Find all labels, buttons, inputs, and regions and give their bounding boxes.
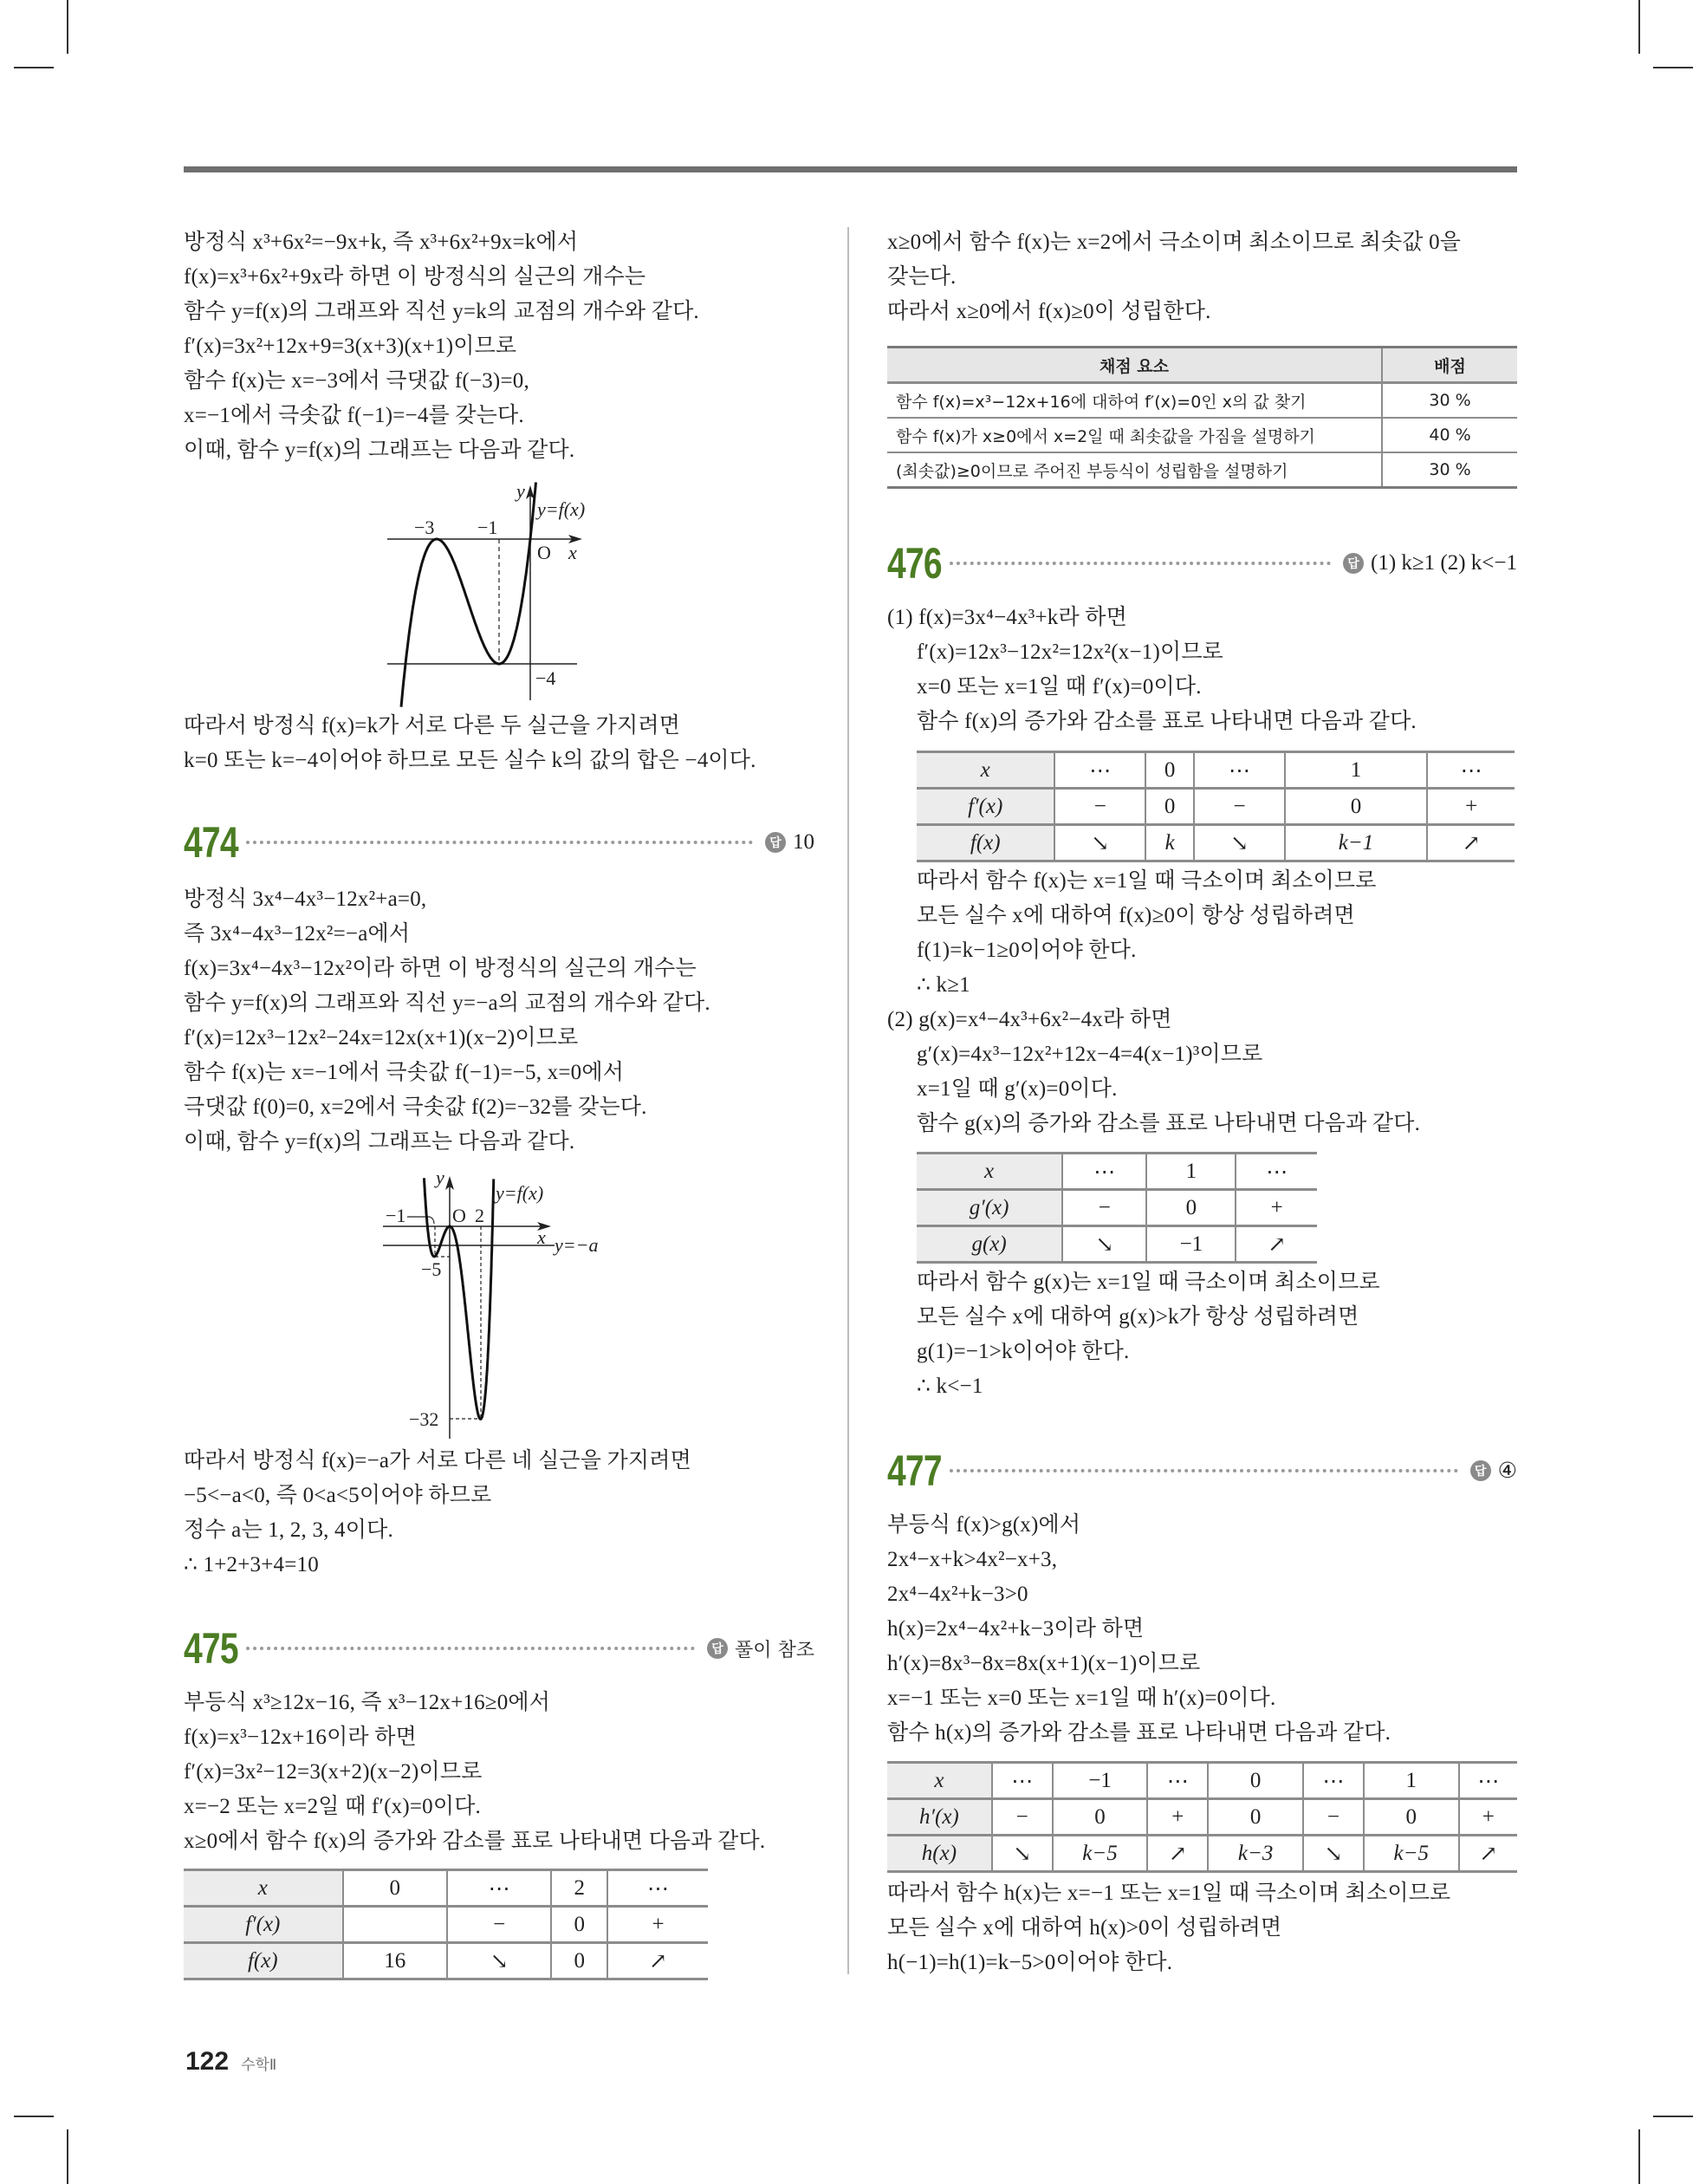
variation-table <box>184 1869 708 1980</box>
table-row <box>917 1154 1317 1190</box>
text-line: 모든 실수 x에 대하여 g(x)>k가 항상 성립하려면 <box>917 1305 1359 1329</box>
table-cell: 0 <box>1053 1799 1148 1836</box>
text-line: x=−1 또는 x=0 또는 x=1일 때 h′(x)=0이다. <box>887 1687 1276 1710</box>
text-line: (2) g(x)=x⁴−4x³+6x²−4x라 하면 <box>887 1008 1172 1031</box>
crop-mark <box>67 2129 68 2184</box>
table-cell: 0 <box>1145 789 1194 825</box>
variation-table <box>887 1761 1517 1873</box>
text-line: −5<−a<0, 즉 0<a<5이어야 하므로 <box>184 1484 492 1507</box>
table-cell: ⋯ <box>1147 1763 1208 1799</box>
table-cell: ⋯ <box>447 1870 551 1907</box>
column-header: 채점 요소 <box>887 348 1382 383</box>
table-cell: k−5 <box>1364 1836 1459 1872</box>
row-header: x <box>184 1870 343 1907</box>
table-cell: ↗ <box>1459 1836 1517 1872</box>
table-cell: ⋯ <box>1054 752 1145 789</box>
table-row <box>917 752 1515 789</box>
question-header-476 <box>887 539 1517 588</box>
x-tick-label: −1 <box>477 517 498 538</box>
q474-solution <box>184 882 710 1160</box>
q475-solution <box>184 1686 765 1859</box>
answer-text: (1) k≥1 (2) k<−1 <box>1371 551 1517 575</box>
table-cell: − <box>447 1907 551 1943</box>
text-line: 2x⁴−4x²+k−3>0 <box>887 1583 1028 1606</box>
text-line: 따라서 방정식 f(x)=k가 서로 다른 두 실근을 가지려면 <box>184 714 681 738</box>
curve-label: y=f(x) <box>537 498 586 520</box>
table-cell: ⋯ <box>1459 1763 1517 1799</box>
table-cell: ↘ <box>1062 1226 1146 1263</box>
criterion: 함수 f(x)=x³−12x+16에 대하여 f′(x)=0인 x의 값 찾기 <box>887 383 1382 419</box>
text-line: 갖는다. <box>887 265 957 289</box>
text-line: g(1)=−1>k이어야 한다. <box>917 1340 1130 1363</box>
table-cell: ↗ <box>1147 1836 1208 1872</box>
text-line: ∴ k<−1 <box>917 1375 983 1398</box>
text-line: 따라서 x≥0에서 f(x)≥0이 성립한다. <box>887 300 1211 323</box>
text-line: 따라서 함수 h(x)는 x=−1 또는 x=1일 때 극소이며 최소이므로 <box>887 1882 1451 1905</box>
text-line: x=−1에서 극솟값 f(−1)=−4를 갖는다. <box>184 404 524 427</box>
table-cell: − <box>1062 1190 1146 1226</box>
table-row <box>917 1190 1317 1226</box>
table-cell: 1 <box>1146 1154 1236 1190</box>
text-line: 극댓값 f(0)=0, x=2에서 극솟값 f(2)=−32를 갖는다. <box>184 1095 647 1119</box>
table-cell: 0 <box>1145 752 1194 789</box>
table-row <box>917 789 1515 825</box>
q477-conclusion <box>887 1876 1450 1980</box>
row-header: g′(x) <box>917 1190 1062 1226</box>
x-axis-label: x <box>537 1226 546 1248</box>
text-line: x≥0에서 함수 f(x)는 x=2에서 극소이며 최소이므로 최솟값 0을 <box>887 231 1462 254</box>
q476-part2 <box>887 1003 1420 1141</box>
q476-part1-conclusion <box>887 864 1377 1003</box>
text-line: 함수 y=f(x)의 그래프와 직선 y=−a의 교점의 개수와 같다. <box>184 991 710 1015</box>
text-line: 정수 a는 1, 2, 3, 4이다. <box>184 1518 393 1542</box>
table-cell: + <box>1459 1799 1517 1836</box>
row-header: h(x) <box>887 1836 992 1872</box>
page-footer <box>185 2047 276 2077</box>
table-cell: ↘ <box>1303 1836 1364 1872</box>
table-cell: − <box>1194 789 1285 825</box>
table-cell: + <box>1427 789 1515 825</box>
table-row <box>184 1943 708 1979</box>
text-line: h(−1)=h(1)=k−5>0이어야 한다. <box>887 1951 1173 1974</box>
text-line: 모든 실수 x에 대하여 f(x)≥0이 항상 성립하려면 <box>917 904 1355 927</box>
curve-label: y=f(x) <box>496 1182 544 1204</box>
q473-conclusion <box>184 709 756 778</box>
text-line: k=0 또는 k=−4이어야 하므로 모든 실수 k의 값의 합은 −4이다. <box>184 749 756 772</box>
crop-mark <box>67 0 68 54</box>
answer-badge-icon: 답 <box>707 1638 728 1659</box>
x-axis-label: x <box>568 542 577 563</box>
scoring-row <box>887 418 1517 452</box>
table-cell: ⋯ <box>607 1870 708 1907</box>
y-tick-label: −4 <box>535 667 556 689</box>
answer-badge-icon: 답 <box>1470 1460 1491 1481</box>
table-cell: 0 <box>1364 1799 1459 1836</box>
dotted-leader <box>246 841 753 844</box>
row-header: h′(x) <box>887 1799 992 1836</box>
crop-mark <box>14 67 54 68</box>
text-line: x=0 또는 x=1일 때 f′(x)=0이다. <box>917 675 1202 699</box>
row-header: f′(x) <box>184 1907 343 1943</box>
table-cell: ⋯ <box>992 1763 1053 1799</box>
table-row <box>917 1226 1317 1263</box>
text-line: 함수 f(x)의 증가와 감소를 표로 나타내면 다음과 같다. <box>917 710 1417 733</box>
text-line: f′(x)=3x²+12x+9=3(x+3)(x+1)이므로 <box>184 335 517 358</box>
table-cell: 16 <box>343 1943 447 1979</box>
cubic-graph <box>373 472 624 711</box>
text-line: x≥0에서 함수 f(x)의 증가와 감소를 표로 나타내면 다음과 같다. <box>184 1830 766 1853</box>
answer-text: ④ <box>1497 1459 1517 1483</box>
points: 30 % <box>1382 452 1517 488</box>
y-tick-label: −32 <box>409 1408 439 1430</box>
column-header: 배점 <box>1382 348 1517 383</box>
text-line: g′(x)=4x³−12x²+12x−4=4(x−1)³이므로 <box>917 1043 1263 1066</box>
table-cell: 2 <box>551 1870 607 1907</box>
text-line: 함수 f(x)는 x=−1에서 극솟값 f(−1)=−5, x=0에서 <box>184 1061 625 1084</box>
table-cell: − <box>992 1799 1053 1836</box>
q475-solution-continued <box>887 225 1461 329</box>
text-line: f′(x)=12x³−12x²=12x²(x−1)이므로 <box>917 640 1224 664</box>
scoring-table <box>887 346 1517 489</box>
x-tick-label: 2 <box>475 1205 484 1226</box>
crop-mark <box>1653 67 1693 68</box>
table-cell: 0 <box>1208 1799 1303 1836</box>
text-line: 방정식 3x⁴−4x³−12x²+a=0, <box>184 887 427 911</box>
table-cell: k−5 <box>1053 1836 1148 1872</box>
answer-badge-icon: 답 <box>1343 553 1364 574</box>
crop-mark <box>1638 2129 1640 2184</box>
row-header: f(x) <box>917 825 1054 861</box>
scoring-row <box>887 452 1517 488</box>
text-line: 부등식 x³≥12x−16, 즉 x³−12x+16≥0에서 <box>184 1691 551 1714</box>
text-line: 2x⁴−x+k>4x²−x+3, <box>887 1548 1058 1571</box>
text-line: x=1일 때 g′(x)=0이다. <box>917 1077 1118 1101</box>
text-line: x=−2 또는 x=2일 때 f′(x)=0이다. <box>184 1795 481 1818</box>
table-cell: + <box>1147 1799 1208 1836</box>
table-cell: − <box>1303 1799 1364 1836</box>
text-line: 즉 3x⁴−4x³−12x²=−a에서 <box>184 922 411 946</box>
table-row <box>887 1836 1517 1872</box>
table-row <box>917 825 1515 861</box>
table-cell: 1 <box>1364 1763 1459 1799</box>
row-header: x <box>887 1763 992 1799</box>
table-cell: k <box>1145 825 1194 861</box>
answer-text: 10 <box>793 830 814 854</box>
question-header-474 <box>184 818 814 867</box>
text-line: 따라서 방정식 f(x)=−a가 서로 다른 네 실근을 가지려면 <box>184 1449 691 1472</box>
table-cell: ↘ <box>992 1836 1053 1872</box>
row-header: x <box>917 1154 1062 1190</box>
text-line: ∴ 1+2+3+4=10 <box>184 1553 319 1576</box>
q476-part1 <box>887 601 1417 739</box>
question-number: 475 <box>184 1624 238 1673</box>
pointer-arrow-icon <box>407 1217 434 1224</box>
quartic-graph <box>373 1166 632 1443</box>
text-line: f(x)=3x⁴−4x³−12x²이라 하면 이 방정식의 실근의 개수는 <box>184 957 697 980</box>
table-cell: ⋯ <box>1236 1154 1317 1190</box>
question-header-477 <box>887 1446 1517 1495</box>
question-number: 476 <box>887 539 942 588</box>
table-cell: ⋯ <box>1062 1154 1146 1190</box>
crop-mark <box>1653 2116 1693 2117</box>
table-cell: + <box>607 1907 708 1943</box>
text-line: f′(x)=3x²−12=3(x+2)(x−2)이므로 <box>184 1760 483 1784</box>
table-cell: 0 <box>1146 1190 1236 1226</box>
table-cell: −1 <box>1053 1763 1148 1799</box>
table-cell: −1 <box>1146 1226 1236 1263</box>
table-cell: ⋯ <box>1194 752 1285 789</box>
points: 40 % <box>1382 418 1517 452</box>
table-cell: 0 <box>551 1943 607 1979</box>
row-header: f′(x) <box>917 789 1054 825</box>
page-number: 122 <box>185 2047 230 2076</box>
text-line: f(1)=k−1≥0이어야 한다. <box>917 939 1137 962</box>
table-cell: 0 <box>343 1870 447 1907</box>
table-cell: 1 <box>1285 752 1427 789</box>
q476-part2-conclusion <box>917 1265 1380 1404</box>
table-row <box>184 1907 708 1943</box>
text-line: 따라서 함수 g(x)는 x=1일 때 극소이며 최소이므로 <box>917 1271 1380 1294</box>
text-line: 함수 g(x)의 증가와 감소를 표로 나타내면 다음과 같다. <box>917 1112 1421 1135</box>
text-line: 이때, 함수 y=f(x)의 그래프는 다음과 같다. <box>184 1130 575 1154</box>
table-cell: 0 <box>1208 1763 1303 1799</box>
text-line: f′(x)=12x³−12x²−24x=12x(x+1)(x−2)이므로 <box>184 1026 579 1050</box>
answer-text: 풀이 참조 <box>734 1639 814 1661</box>
table-cell: ↗ <box>607 1943 708 1979</box>
variation-table <box>917 1152 1317 1264</box>
table-row <box>887 1799 1517 1836</box>
x-tick-label: −1 <box>386 1205 406 1226</box>
header-rule <box>184 166 1517 172</box>
table-cell: ↗ <box>1427 825 1515 861</box>
scoring-row <box>887 383 1517 419</box>
table-cell: 0 <box>1285 789 1427 825</box>
dotted-leader <box>950 562 1331 565</box>
row-header: f(x) <box>184 1943 343 1979</box>
text-line: h′(x)=8x³−8x=8x(x+1)(x−1)이므로 <box>887 1652 1201 1675</box>
q473-solution-intro <box>184 225 699 468</box>
table-cell: ↘ <box>1194 825 1285 861</box>
table-cell: k−1 <box>1285 825 1427 861</box>
row-header: g(x) <box>917 1226 1062 1263</box>
origin-label: O <box>537 542 551 563</box>
table-cell: ↗ <box>1236 1226 1317 1263</box>
text-line: f(x)=x³+6x²+9x라 하면 이 방정식의 실근의 개수는 <box>184 265 646 289</box>
question-number: 477 <box>887 1446 942 1495</box>
text-line: (1) f(x)=3x⁴−4x³+k라 하면 <box>887 606 1127 629</box>
q474-conclusion <box>184 1444 691 1583</box>
table-cell: ⋯ <box>1303 1763 1364 1799</box>
origin-label: O <box>452 1205 466 1226</box>
text-line: 이때, 함수 y=f(x)의 그래프는 다음과 같다. <box>184 439 575 462</box>
line-label: y=−a <box>555 1234 599 1256</box>
table-cell: ↘ <box>1054 825 1145 861</box>
crop-mark <box>14 2116 54 2117</box>
dotted-leader <box>246 1647 695 1650</box>
scoring-header-row <box>887 348 1517 383</box>
row-header: x <box>917 752 1054 789</box>
x-tick-label: −3 <box>414 517 435 538</box>
subject-label: 수학Ⅱ <box>241 2057 277 2074</box>
criterion: 함수 f(x)가 x≥0에서 x=2일 때 최솟값을 가짐을 설명하기 <box>887 418 1382 452</box>
text-line: 함수 h(x)의 증가와 감소를 표로 나타내면 다음과 같다. <box>887 1721 1391 1745</box>
text-line: h(x)=2x⁴−4x²+k−3이라 하면 <box>887 1617 1145 1641</box>
table-row <box>184 1870 708 1907</box>
text-line: ∴ k≥1 <box>917 973 970 997</box>
table-cell: − <box>1054 789 1145 825</box>
table-cell: ⋯ <box>1427 752 1515 789</box>
text-line: 함수 f(x)는 x=−3에서 극댓값 f(−3)=0, <box>184 369 529 393</box>
text-line: 부등식 f(x)>g(x)에서 <box>887 1513 1081 1537</box>
table-row <box>887 1763 1517 1799</box>
column-divider <box>847 227 849 1974</box>
variation-table <box>917 751 1515 862</box>
answer-badge-icon: 답 <box>765 832 786 853</box>
text-line: f(x)=x³−12x+16이라 하면 <box>184 1726 417 1749</box>
y-axis-label: y <box>516 480 525 502</box>
dotted-leader <box>950 1469 1458 1472</box>
y-axis-label: y <box>436 1167 444 1188</box>
points: 30 % <box>1382 383 1517 419</box>
table-cell: 0 <box>551 1907 607 1943</box>
table-cell: + <box>1236 1190 1317 1226</box>
question-header-475 <box>184 1624 814 1673</box>
criterion: (최솟값)≥0이므로 주어진 부등식이 성립함을 설명하기 <box>887 452 1382 488</box>
y-tick-label: −5 <box>421 1258 442 1280</box>
table-cell <box>343 1907 447 1943</box>
q477-solution <box>887 1508 1391 1751</box>
question-number: 474 <box>184 818 238 867</box>
text-line: 모든 실수 x에 대하여 h(x)>0이 성립하려면 <box>887 1916 1282 1940</box>
table-cell: ↘ <box>447 1943 551 1979</box>
part1-end-lines <box>917 864 1377 1003</box>
text-line: 따라서 함수 f(x)는 x=1일 때 극소이며 최소이므로 <box>917 869 1377 893</box>
table-cell: k−3 <box>1208 1836 1303 1872</box>
text-line: 방정식 x³+6x²=−9x+k, 즉 x³+6x²+9x=k에서 <box>184 231 579 254</box>
text-line: 함수 y=f(x)의 그래프와 직선 y=k의 교점의 개수와 같다. <box>184 300 699 323</box>
crop-mark <box>1638 0 1640 54</box>
